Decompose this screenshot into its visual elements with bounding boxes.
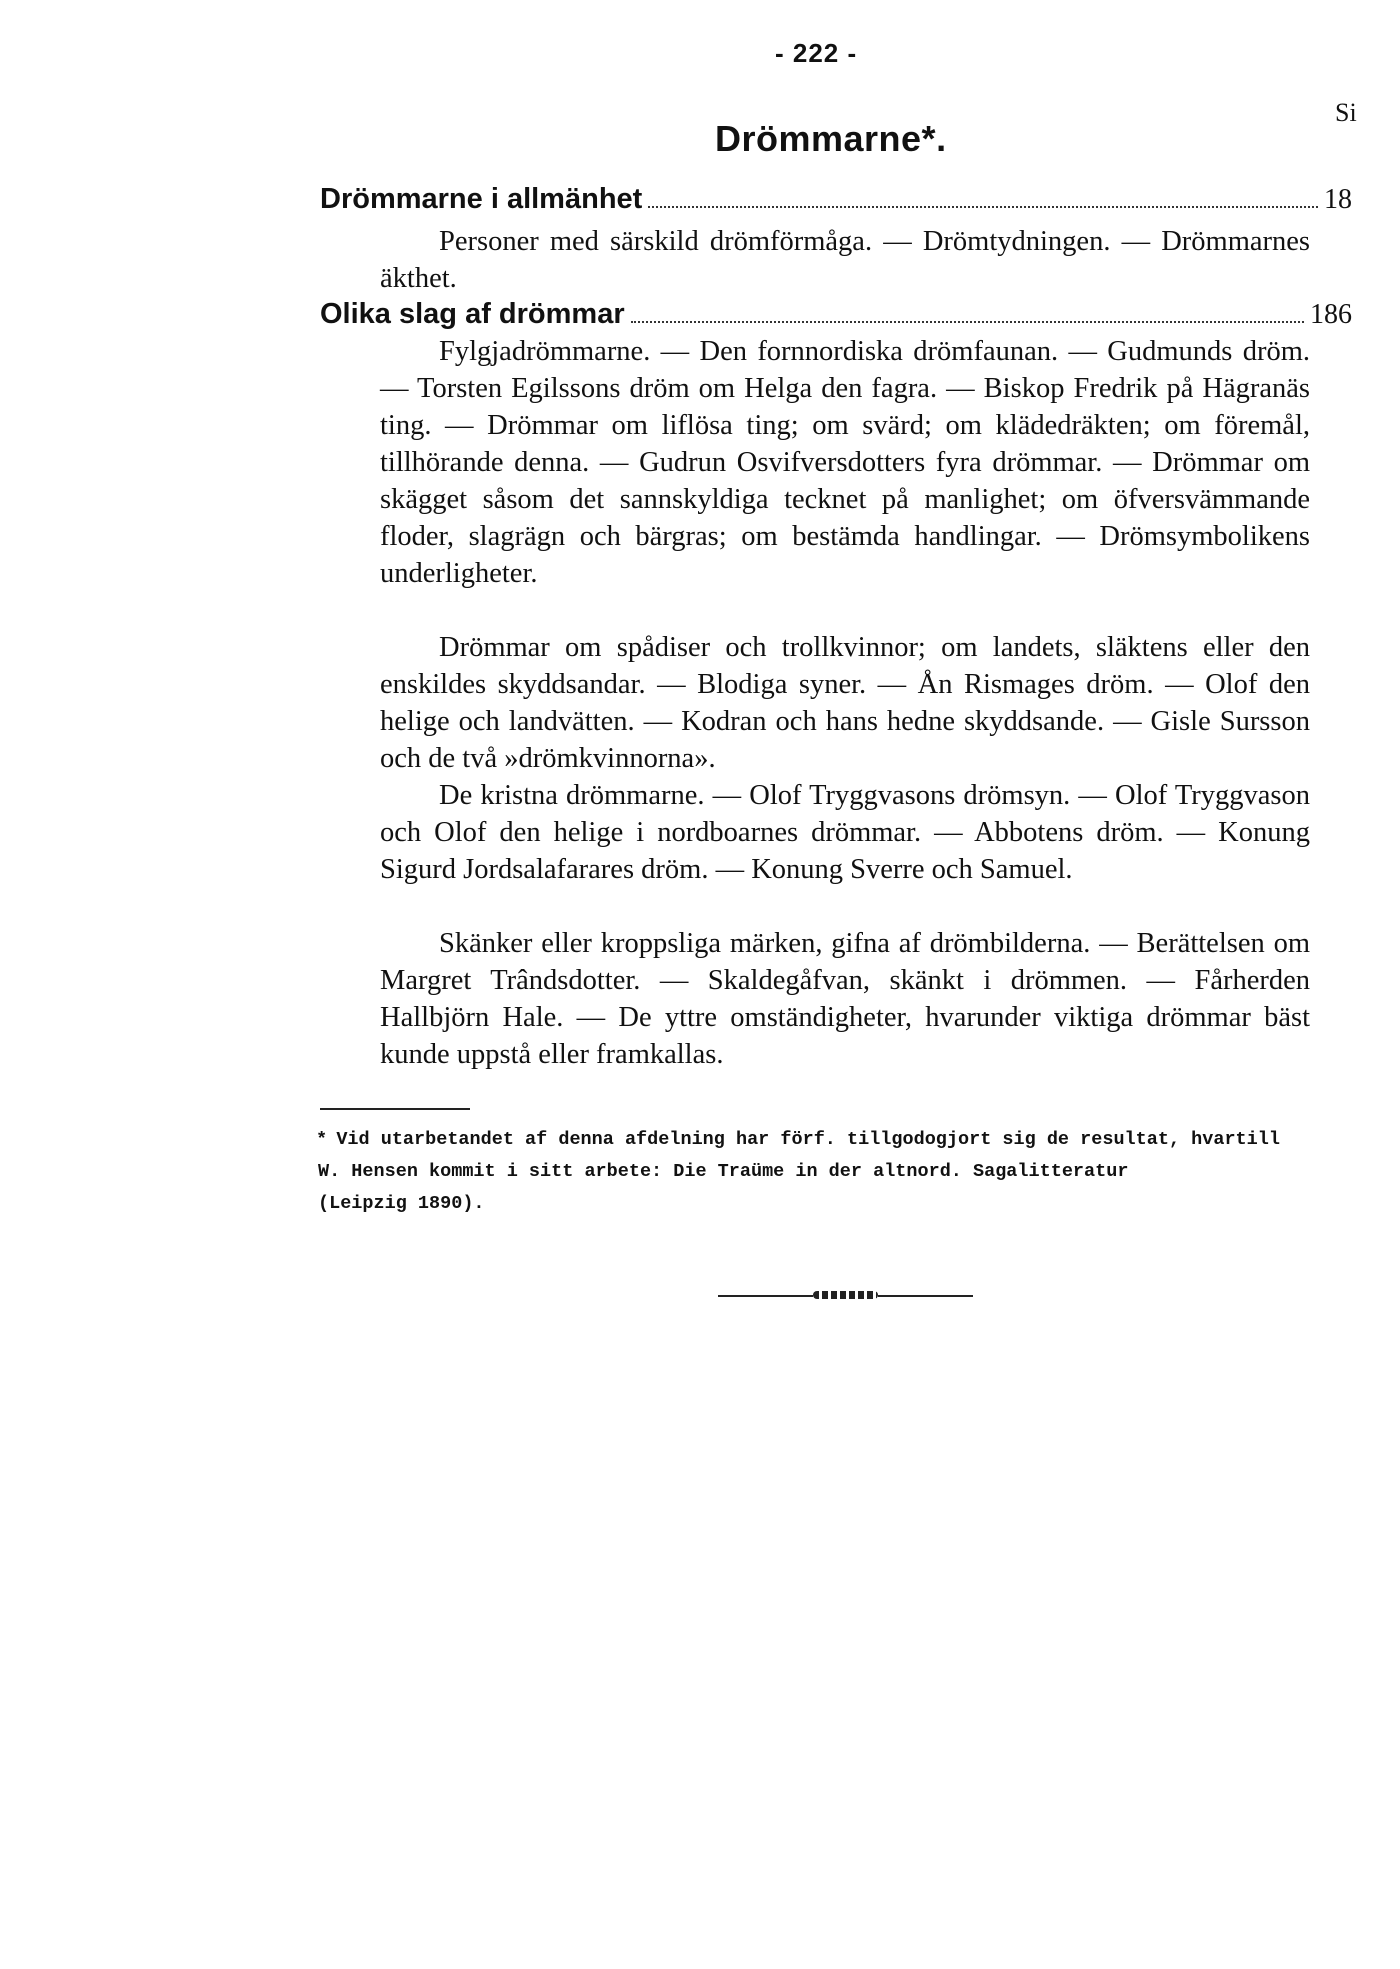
footnote-line-3: (Leipzig 1890).	[318, 1193, 485, 1214]
dot-leader	[648, 206, 1318, 208]
margin-fragment: Si	[1335, 98, 1357, 127]
toc-entry-1	[320, 183, 1352, 216]
footnote-rule	[320, 1108, 470, 1110]
toc-entry-description: De kristna drömmarne. — Olof Tryggvasons drömsyn. — Olof Tryggvason och Olof den helige i nordboarnes drömmar. — Abbotens dröm. — Konung Sigurd Jordsalafarares dröm. — Konung Sverre och Samuel.	[380, 780, 1310, 885]
dot-leader	[631, 321, 1304, 323]
section-title: Drömmarne*.	[715, 118, 947, 159]
footnote	[318, 1122, 1368, 1220]
toc-entry-description: Personer med särskild drömförmåga. — Drömtydningen. — Drömmarnes äkthet.	[380, 226, 1310, 294]
footnote-mark: *	[318, 1127, 326, 1148]
toc-entry-title: Drömmarne i allmänhet	[320, 183, 643, 215]
toc-entry-description: Fylgjadrömmarne. — Den fornnordiska drömfaunan. — Gudmunds dröm. — Torsten Egilssons dröm om Helga den fagra. — Biskop Fredrik på Hägranäs ting. — Drömmar om liflösa ting; om svärd; om klädedräkten; om föremål, tillhörande denna. — Gudrun Osvifversdotters fyra drömmar. — Drömmar om skägget såsom det sannskyldiga tecknet på manlighet; om öfversvämmande floder, slagrägn och bärgras; om bestämda handlingar. — Drömsymbolikens underligheter.	[380, 336, 1310, 589]
toc-entry-2	[320, 298, 1352, 331]
footnote-line-1: Vid utarbetandet af denna afdelning har förf. tillgodogjort sig de resultat, hvartill	[336, 1129, 1280, 1150]
page-number: - 222 -	[775, 38, 858, 68]
footnote-line-2: W. Hensen kommit i sitt arbete: Die Traüme in der altnord. Sagalitteratur	[318, 1161, 1129, 1182]
toc-entry-title: Olika slag af drömmar	[320, 298, 625, 330]
toc-entry-page: 18	[1324, 184, 1352, 215]
end-ornament	[718, 1290, 973, 1302]
toc-entry-description: Drömmar om spådiser och trollkvinnor; om landets, släktens eller den enskildes skyddsandar. — Blodiga syner. — Ån Rismages dröm. — Olof den helige och landvätten. — Kodran och hans hedne skyddsande. — Gisle Sursson och de två »drömkvinnorna».	[380, 632, 1310, 774]
toc-entry-description: Skänker eller kroppsliga märken, gifna af drömbilderna. — Berättelsen om Margret Trândsdotter. — Skaldegåfvan, skänkt i drömmen. — Fårherden Hallbjörn Hale. — De yttre omständigheter, hvarunder viktiga drömmar bäst kunde uppstå eller framkallas.	[380, 928, 1310, 1070]
toc-entry-page: 186	[1310, 299, 1352, 330]
